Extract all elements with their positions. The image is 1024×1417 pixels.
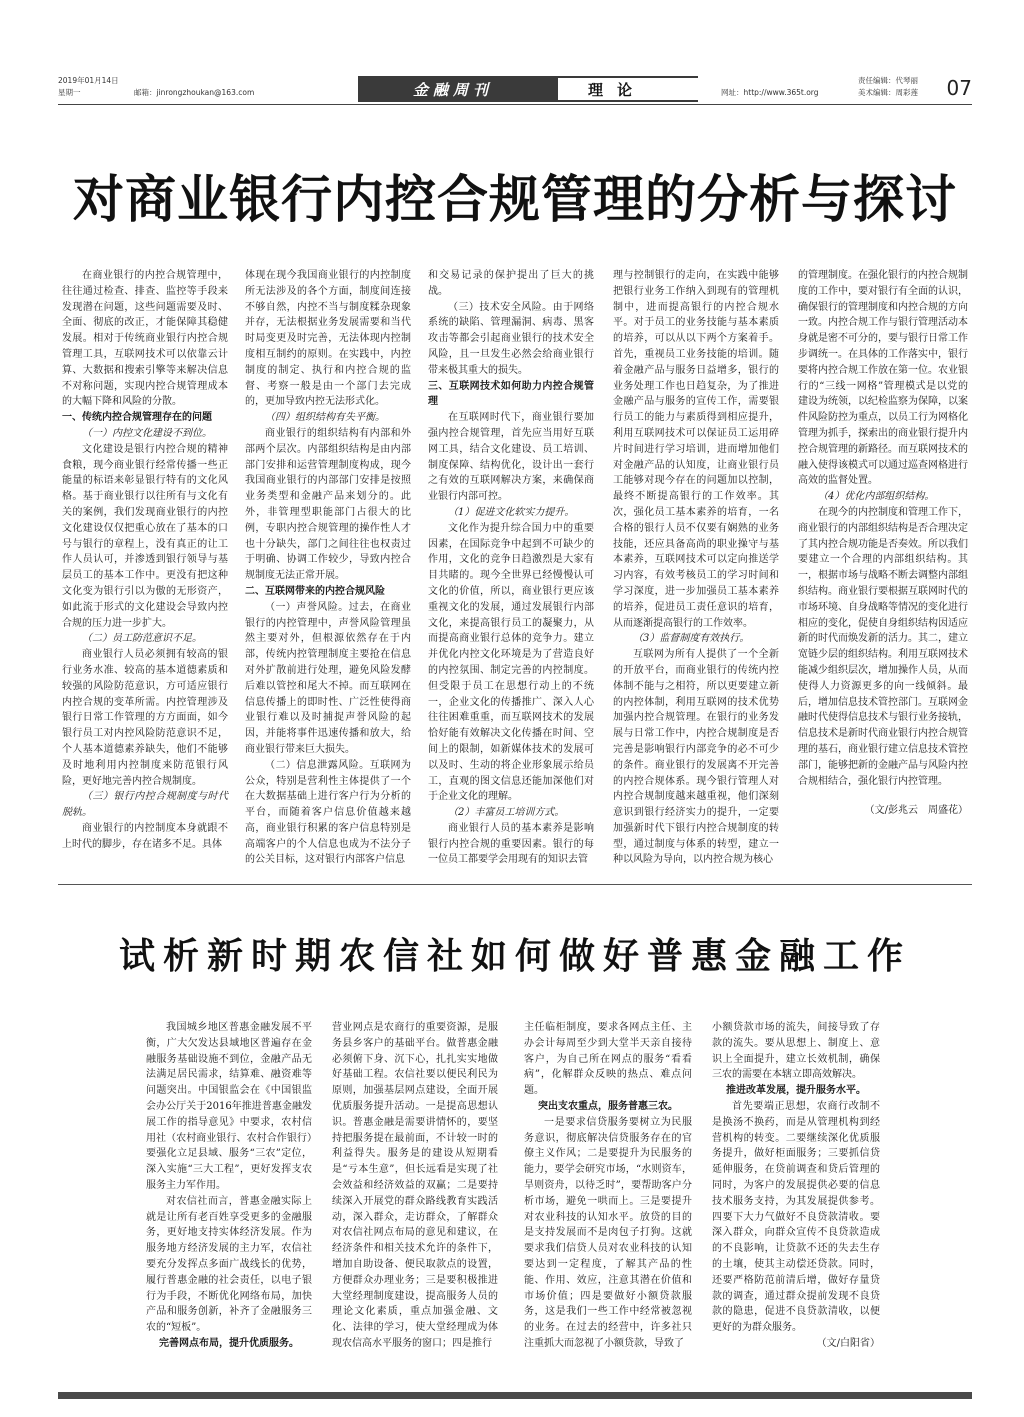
paragraph: 对农信社而言，普惠金融实际上就是让所有老百姓享受更多的金融服务，更好地支持实体经济发展。作为服务地方经济发展的主力军，农信社要充分发挥点多面广战线长的优势，履行普惠金融的社会责任，以电子银行为手段，不断优化网络布局，加快产品和服务创新，补齐了金融服务三农的“短板”。 xyxy=(146,1195,312,1334)
website: 网址：http://www.365t.org xyxy=(721,88,819,97)
section-box xyxy=(558,78,698,100)
article2-title: 试析新时期农信社如何做好普惠金融工作 xyxy=(118,936,911,977)
section-heading: 二、互联网带来的内控合规风险 xyxy=(245,585,385,597)
section-label: 理论 xyxy=(588,81,647,99)
paragraph: 营业网点是农商行的重要资源，是服务县乡客户的基础平台。做普惠金融必须俯下身、沉下心，扎扎实实地做好基础工程。农信社要以便民利民为原则，加强基层网点建设，全面开展优质服务提升活动。一是提高思想认识。普惠金融是需要讲情怀的，要坚持把服务提在最前面，不计较一时的利益得失。服务是的建设从短期看是“亏本生意”，但长远看是实现了社会效益和经济效益的双赢；二是要持续深入开展党的群众路线教育实践活动，深入群众，走访群众，了解群众对农信社网点布局的意见和建议，在经济条件和相关技术允许的条件下，增加自助设备、便民取款点的设置，方便群众办理业务；三是要积极推进大堂经理制度建设，提高服务人员的理论文化素质，重点加强金融、文化、法律的学习，使大堂经理成为体现农信高水平服务的窗口；四是推行 xyxy=(332,1022,498,1349)
paragraph: （二）信息泄露风险。互联网为公众，特别是营利性主体提供了一个在大数据基础上进行客户行为分析的平台，而随着客户信息价值越来越高，商业银行积累的客户信息特别是高端客户的个人信息也成为不法分子的公关目标，这对银行内部客户信息 xyxy=(245,759,411,866)
article1-column-5 xyxy=(798,268,968,817)
issue-date: 2019年01月14日 xyxy=(58,76,119,85)
masthead xyxy=(358,76,698,102)
art-editor-credit: 美术编辑：周彩莲 xyxy=(858,88,918,97)
paragraph: 体现在现今我国商业银行的内控制度所无法涉及的各个方面，制度间连接不够自然，内控不当与制度糅杂现象并存，无法根据业务发展需要和当代时局变更及时完善，无法体现内控制度相互制约的原则。在实践中，内控制度的制定、执行和内控合规的监督、考察一般是由一个部门去完成的，更加导致内控无法形式化。 xyxy=(245,270,411,408)
article1-column-3 xyxy=(428,268,594,866)
section-heading: 一、传统内控合规管理存在的问题 xyxy=(62,412,212,424)
article-separator xyxy=(58,884,972,885)
paragraph: 小额贷款市场的流失，间接导致了存款的流失。要从思想上、制度上、意识上全面提升，建立长效机制，确保三农的需要在本辖立即高效解决。 xyxy=(712,1022,880,1081)
article2-column-2 xyxy=(332,1020,498,1350)
contact-email: 邮箱：jinrongzhoukan@163.com xyxy=(134,88,255,97)
paragraph: 理与控制银行的走向，在实践中能够把银行业务工作纳入到现有的管理机制中，进而提高银行的内控合规水平。对于员工的业务技能与基本素质的培养，可以从以下两个方案着手。首先，重视员工业务技能的培训。随着金融产品与服务日益增多，银行的业务处理工作也日趋复杂，为了推进金融产品与服务的宣传工作，需要银行员工的能力与素质得到相应提升，利用互联网技术可以保证员工运用碎片时间进行学习培训，进而增加他们对金融产品的认知度，让商业银行员工能够对现今存在的问题加以控制，最终不断提高银行的工作效率。其次，强化员工基本素养的培育，一名合格的银行人员不仅要有娴熟的业务技能，还应具备高尚的职业操守与基本素养，互联网技术可以定向推送学习内容，有效考核员工的学习时间和学习深度，进一步加强员工基本素养的培养，促进员工责任意识的培育，从而逐渐提高银行的工作效率。 xyxy=(613,270,779,629)
subheading: （2）丰富员工培训方式。 xyxy=(448,807,565,819)
paragraph: 商业银行人员必须拥有较高的银行业务水准、较高的基本道德素质和较强的风险防范意识，方可适应银行内控合规的变革所需。内控管理涉及银行日常工作管理的方方面面，如今银行员工对内控风险防范意识不足，个人基本道德素养缺失，他们不能够及时地利用内控制度来防范银行风险，更好地完善内控合规制度。 xyxy=(62,649,228,787)
subheading: （1）促进文化软实力提升。 xyxy=(448,506,575,518)
paragraph: 一是要求信贷服务要树立为民服务意识，彻底解决信贷服务存在的官僚主义作风；二是要提升为民服务的能力，要学会研究市场，“水则资车，旱则资舟，以待乏时”，要帮助客户分析市场，避免一哄而上。三是要提升对农业科技的认知水平。放贷的目的是支持发展而不是肉包子打狗。这就要求我们信贷人员对农业科技的认知要达到一定程度，了解其产品的性能、作用、效应，注意其潜在价值和市场价值；四是要做好小额贷款服务，这是我们一些工作中经常被忽视的业务。在过去的经营中，许多社只注重抓大而忽视了小额贷款，导致了 xyxy=(524,1116,692,1349)
header-rule xyxy=(58,104,972,105)
article2-column-3 xyxy=(524,1020,692,1350)
subheading: （4）优化内部组织结构。 xyxy=(818,491,935,503)
page-header xyxy=(58,74,972,104)
paragraph: 文化作为提升综合国力中的重要因素，在国际竞争中起到不可缺少的作用，文化的竞争日趋激烈是大家有目共睹的。现今全世界已经慢慢认可文化的价值，所以，商业银行更应该重视文化的发展，通过发展银行内部文化，来提高银行员工的凝聚力，从而提高商业银行总体的竞争力。建立并优化内控文化环境是为了营造良好的内控氛围、制定完善的内控制度。但受限于员工在思想行动上的不统一，企业文化的传播推广、深入人心往往困难重重，而互联网技术的发展恰好能有效解决文化传播在时间、空间上的限制，如新媒体技术的发展可以及时、生动的将企业形象展示给员工，直观的图文信息还能加深他们对于企业文化的理解。 xyxy=(428,522,594,803)
article1-column-4 xyxy=(613,268,779,866)
article1-title: 对商业银行内控合规管理的分析与探讨 xyxy=(72,171,957,230)
section-heading: 三、互联网技术如何助力内控合规管理 xyxy=(428,380,594,408)
paragraph: 的管理制度。在强化银行的内控合规制度的工作中，要对银行有全面的认识，确保银行的管理制度和内控合规的方向一致。内控合规工作与银行管理活动本身就是密不可分的，要与银行日常工作步调统一。在具体的工作落实中，银行要将内控合规工作放在第一位。农业银行的“三线一网格”管理模式是以党的建设为统领，以纪检监察为保障，以案件风险防控为重点，以员工行为网格化管理为抓手，探索出的商业银行提升内控合规管理的新路径。而互联网技术的融入使得该模式可以通过巡查网格进行高效的监督处置。 xyxy=(798,270,968,487)
paragraph: 首先要端正思想，农商行改制不是换汤不换药，而是从管理机构到经营机构的转变。二要继续深化优质服务提升，做好柜面服务；三要抓信贷延伸服务，在贷前调查和贷后管理的同时，为客户的发展提供必要的信息技术服务支持，为其发展提供参考。四要下大力气做好不良贷款清收。要深入群众，向群众宣传不良贷款造成的不良影响，让贷款不还的失去生存的土壤，使其主动偿还贷款。同时，还要严格防范前清后增，做好存量贷款的调查，通过群众提前发现不良贷款的隐患，促进不良贷款清收，以便更好的为群众服务。 xyxy=(712,1100,880,1334)
subheading: （三）银行内控合规制度与时代脱轨。 xyxy=(62,791,228,819)
footer-bar xyxy=(58,1392,972,1399)
article2-column-4 xyxy=(712,1020,880,1350)
section-heading: 完善网点布局，提升优质服务。 xyxy=(159,1337,299,1349)
subheading: （四）组织结构有失平衡。 xyxy=(265,412,385,424)
paragraph: （一）声誉风险。过去，在商业银行的内控管理中，声誉风险管理虽然主要对外，但根源依然存在于内部，传统内控管理制度主要抢在信息对外扩散前进行处理，避免风险发酵后难以管控和尾大不掉。而互联网在信息传播上的即时性、广泛性使得商业银行难以及时捕捉声誉风险的起因，并能将事件迅速传播和放大，给商业银行带来巨大损失。 xyxy=(245,601,411,755)
paragraph: 我国城乡地区普惠金融发展不平衡，广大欠发达县域地区普遍存在金融服务基础设施不到位，金融产品无法满足居民需求，结算难、融资难等问题突出。中国银监会在《中国银监会办公厅关于2016年推进普惠金融发展工作的指导意见》中要求，农村信用社（农村商业银行、农村合作银行）要强化立足县域、服务“三农”定位，深入实施“三大工程”，更好发挥支农服务主力军作用。 xyxy=(146,1022,312,1191)
section-heading: 突出支农重点，服务普惠三农。 xyxy=(538,1100,678,1112)
paragraph: 主任临柜制度，要求各网点主任、主办会计每周至少到大堂半天亲自接待客户，为自己所在网点的服务“看看病”，化解群众反映的热点、难点问题。 xyxy=(524,1022,692,1097)
paragraph: （三）技术安全风险。由于网络系统的缺陷、管理漏洞、病毒、黑客攻击等都会引起商业银行的技术安全风险，且一旦发生必然会给商业银行带来极其重大的损失。 xyxy=(428,301,594,376)
byline: （文/彭兆云 周盛花） xyxy=(864,805,968,817)
editor-credit: 责任编辑：代琴丽 xyxy=(858,76,918,85)
subheading: （3）监督制度有效执行。 xyxy=(633,633,750,645)
issue-weekday: 星期一 xyxy=(58,88,81,97)
paragraph: 和交易记录的保护提出了巨大的挑战。 xyxy=(428,270,594,297)
paragraph: 互联网为所有人提供了一个全新的开放平台，而商业银行的传统内控体制不能与之相符，所以更要建立新的内控体制，利用互联网的技术优势加强内控合规管理。在银行的业务发展与日常工作中，内控合规制度是否完善是影响银行内部竞争的必不可少的条件。商业银行的发展离不开完善的内控合规体系。现今银行管理人对内控合规制度越来越重视，他们深刻意识到银行经济实力的提升，一定要加强新时代下银行内控合规制度的转型，通过制度与体系的转型，建立一种以风险为导向，以内控合规为核心 xyxy=(613,649,779,866)
byline: （文/白阳省） xyxy=(816,1337,880,1349)
article1-column-1 xyxy=(62,268,228,850)
section-heading: 推进改革发展，提升服务水平。 xyxy=(726,1085,866,1097)
article1-column-2 xyxy=(245,268,411,866)
paragraph: 在互联网时代下，商业银行要加强内控合规管理，首先应当用好互联网工具，结合文化建设、员工培训、制度保障、结构优化，设计出一套行之有效的互联网解决方案，来确保商业银行内部可控。 xyxy=(428,412,594,503)
page-number: 07 xyxy=(946,76,972,100)
paragraph xyxy=(798,789,968,803)
paragraph: 商业银行的组织结构有内部和外部两个层次。内部组织结构是由内部部门安排和运营管理制度构成，现今我国商业银行的内部部门安排是按照业务类型和金融产品来划分的。此外，非管理型职能部门占很大的比例，专职内控合规管理的操作性人才也十分缺失，部门之间往往也权责过于明确、协调工作较少，导致内控合规制度无法正常开展。 xyxy=(245,427,411,582)
masthead-logo: 金融周刊 xyxy=(413,81,494,99)
article2-column-1 xyxy=(146,1020,312,1350)
paragraph: 商业银行的内控制度本身就跟不上时代的脚步，存在诸多不足。具体 xyxy=(62,822,228,850)
subheading: （二）员工防范意识不足。 xyxy=(82,633,202,645)
subheading: （一）内控文化建设不到位。 xyxy=(82,427,212,439)
paragraph: 在商业银行的内控合规管理中，往往通过检查、排查、监控等手段来发现潜在问题，这些问题需要及时、全面、彻底的改正，才能保障其稳健发展。相对于传统商业银行内控合规管理工具，互联网技术可以依靠云计算、大数据和搜索引擎等来解决信息不对称问题，实现内控合规管理成本的大幅下降和风险的分散。 xyxy=(62,270,228,408)
paragraph: 商业银行人员的基本素养是影响银行内控合规的重要因素。银行的每一位员工都要学会用现有的知识去管 xyxy=(428,822,594,866)
paragraph: 文化建设是银行内控合规的精神食粮，现今商业银行经常传播一些正能量的标语来彰显银行特有的文化风格。基于商业银行以往所有与文化有关的案例，我们发现商业银行的内控文化建设仅仅把重心放在了基本的口号与银行的章程上，没有真正的让工作人员认可，并渗透到银行领导与基层员工的基本工作中。更没有把这种文化变为银行引以为傲的无形资产，如此流于形式的文化建设会导致内控合规的压力进一步扩大。 xyxy=(62,443,228,629)
paragraph: 在现今的内控制度和管理工作下，商业银行的内部组织结构是否合理决定了其内控合规功能是否奏效。所以我们要建立一个合理的内部组织结构。其一，根据市场与战略不断去调整内部组织结构。商业银行要根据互联网时代的市场环境、自身战略等情况的变化进行相应的变化，促使自身组织结构因适应新的时代而焕发新的活力。其二，建立宽链少层的组织结构。利用互联网技术能减少组织层次，增加操作人员，从而使得人力资源更多的向一线倾斜。最后，增加信息技术管控部门。互联网金融时代使得信息技术与银行业务接轨，信息技术是新时代商业银行内控合规管理的基石，商业银行建立信息技术管控部门，能够把新的金融产品与风险内控合规相结合，强化银行内控管理。 xyxy=(798,506,968,787)
